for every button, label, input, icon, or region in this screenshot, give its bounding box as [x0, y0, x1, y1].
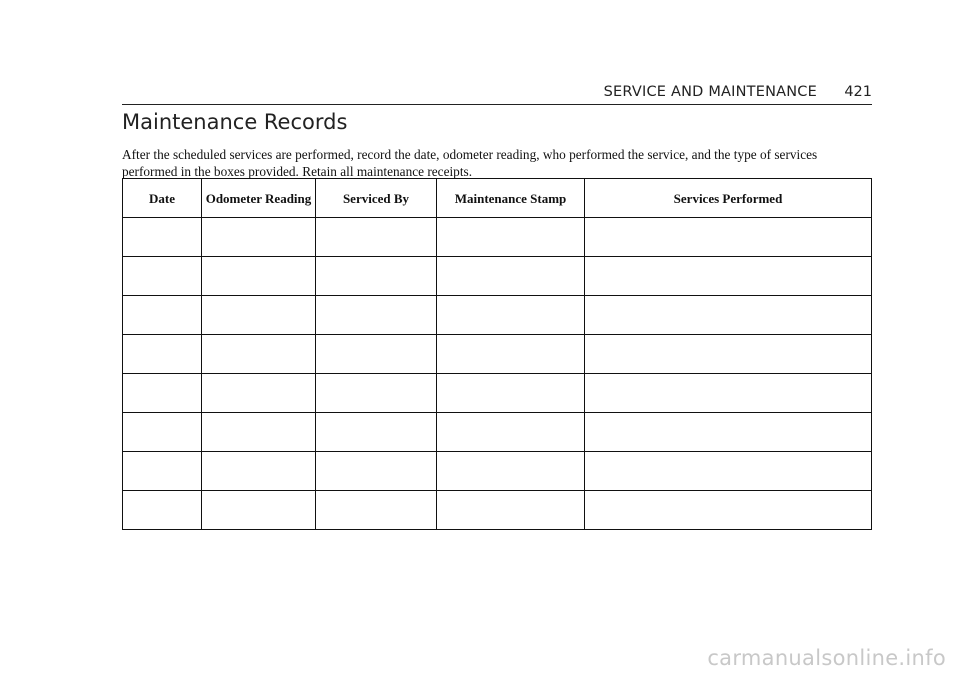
record-cell[interactable] — [316, 491, 437, 530]
record-cell[interactable] — [585, 335, 872, 374]
record-cell[interactable] — [202, 413, 316, 452]
record-cell[interactable] — [202, 335, 316, 374]
record-cell[interactable] — [123, 452, 202, 491]
record-cell[interactable] — [202, 218, 316, 257]
record-cell[interactable] — [123, 257, 202, 296]
record-cell[interactable] — [437, 374, 585, 413]
column-header-serviced-by: Serviced By — [316, 179, 437, 218]
record-cell[interactable] — [437, 335, 585, 374]
table-row — [123, 296, 872, 335]
column-header-date: Date — [123, 179, 202, 218]
record-cell[interactable] — [123, 218, 202, 257]
record-cell[interactable] — [437, 491, 585, 530]
record-cell[interactable] — [437, 296, 585, 335]
intro-paragraph: After the scheduled services are performed, record the date, odometer reading, who performed the service, and the type of services performed in the boxes provided. Retain all maintenance receipts. — [122, 147, 818, 179]
record-cell[interactable] — [316, 257, 437, 296]
column-header-odometer-reading: Odometer Reading — [202, 179, 316, 218]
record-cell[interactable] — [437, 452, 585, 491]
record-cell[interactable] — [585, 296, 872, 335]
maintenance-records-table — [122, 178, 872, 530]
record-cell[interactable] — [123, 491, 202, 530]
record-cell[interactable] — [316, 218, 437, 257]
record-cell[interactable] — [123, 413, 202, 452]
table-row — [123, 374, 872, 413]
record-cell[interactable] — [123, 335, 202, 374]
record-cell[interactable] — [202, 257, 316, 296]
page-number: 421 — [844, 84, 872, 100]
column-header-services-performed: Services Performed — [585, 179, 872, 218]
record-cell[interactable] — [316, 413, 437, 452]
table-row — [123, 491, 872, 530]
record-cell[interactable] — [585, 413, 872, 452]
table-row — [123, 218, 872, 257]
record-cell[interactable] — [123, 374, 202, 413]
record-cell[interactable] — [316, 296, 437, 335]
record-cell[interactable] — [202, 296, 316, 335]
record-cell[interactable] — [437, 413, 585, 452]
table-row — [123, 452, 872, 491]
table-row — [123, 335, 872, 374]
record-cell[interactable] — [202, 491, 316, 530]
record-cell[interactable] — [585, 374, 872, 413]
table-header-row — [123, 179, 872, 218]
record-cell[interactable] — [202, 452, 316, 491]
watermark: carmanualsonline.info — [707, 646, 946, 670]
column-header-maintenance-stamp: Maintenance Stamp — [437, 179, 585, 218]
record-cell[interactable] — [585, 218, 872, 257]
record-cell[interactable] — [316, 452, 437, 491]
record-cell[interactable] — [585, 257, 872, 296]
record-cell[interactable] — [316, 335, 437, 374]
record-cell[interactable] — [585, 452, 872, 491]
record-cell[interactable] — [202, 374, 316, 413]
record-cell[interactable] — [437, 218, 585, 257]
page-title: Maintenance Records — [122, 110, 348, 134]
table-row — [123, 257, 872, 296]
section-name: SERVICE AND MAINTENANCE — [603, 84, 817, 100]
record-cell[interactable] — [123, 296, 202, 335]
page-header — [122, 84, 872, 105]
record-cell[interactable] — [316, 374, 437, 413]
table-row — [123, 413, 872, 452]
record-cell[interactable] — [437, 257, 585, 296]
record-cell[interactable] — [585, 491, 872, 530]
